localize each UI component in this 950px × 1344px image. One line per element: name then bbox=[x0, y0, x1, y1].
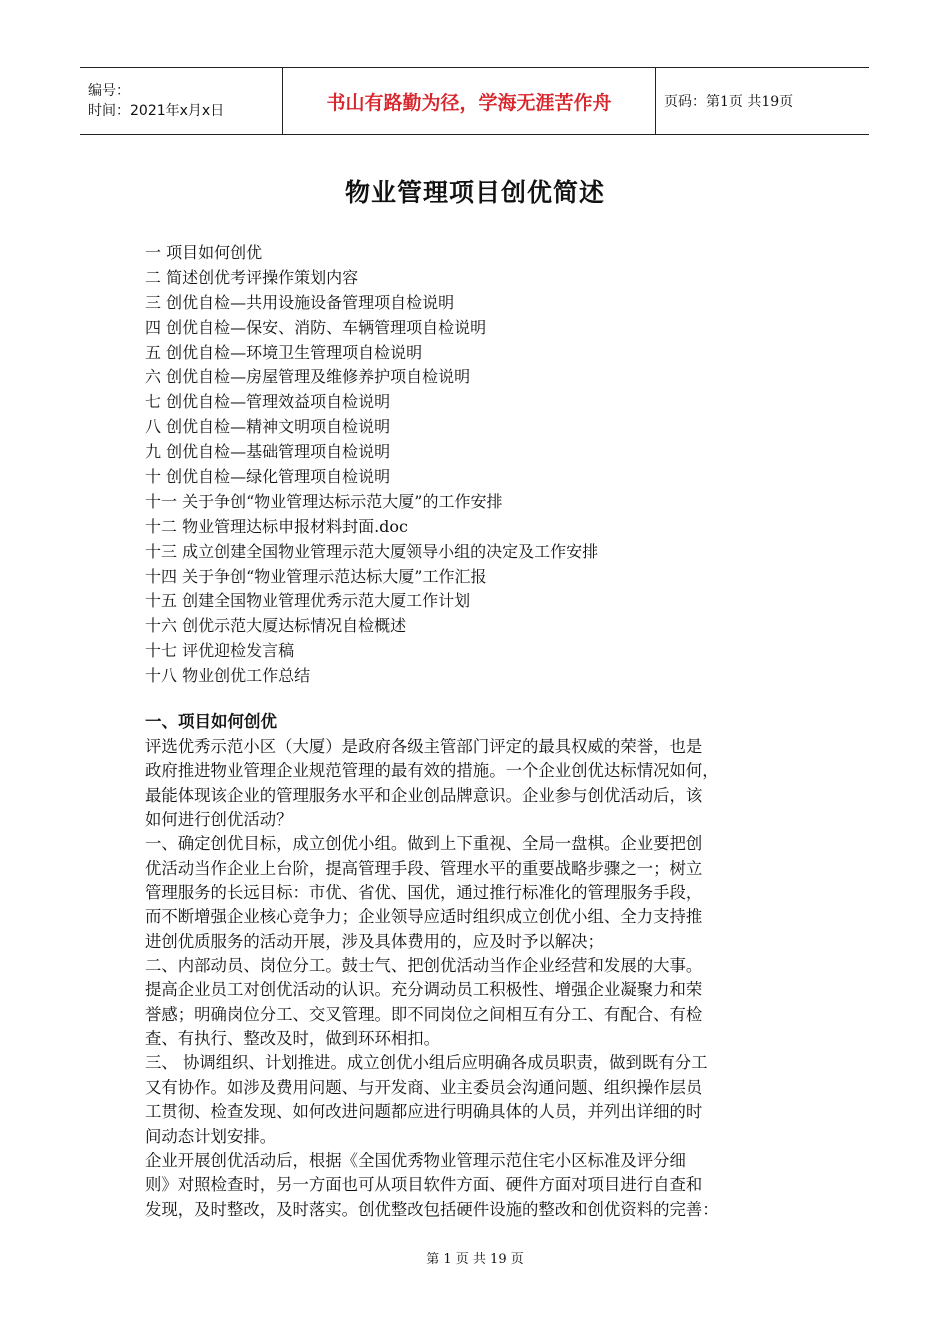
paragraph-line: 政府推进物业管理企业规范管理的最有效的措施。一个企业创优达标情况如何， bbox=[145, 761, 719, 781]
time-label: 时间：2021年x月x日 bbox=[88, 103, 225, 119]
section-1-body bbox=[145, 735, 810, 1222]
toc-item: 六 创优自检—房屋管理及维修养护项自检说明 bbox=[145, 367, 471, 387]
toc-item: 十七 评优迎检发言稿 bbox=[145, 641, 295, 661]
toc-item: 九 创优自检—基础管理项自检说明 bbox=[145, 442, 391, 462]
toc-item: 十一 关于争创“物业管理达标示范大厦”的工作安排 bbox=[145, 491, 503, 511]
toc-item: 十四 关于争创“物业管理示范达标大厦”工作汇报 bbox=[145, 566, 487, 586]
number-label: 编号： bbox=[88, 83, 130, 99]
paragraph-line: 进创优质服务的活动开展，涉及具体费用的，应及时予以解决； bbox=[145, 931, 604, 951]
toc-item: 十六 创优示范大厦达标情况自检概述 bbox=[145, 616, 407, 636]
toc-item: 七 创优自检—管理效益项自检说明 bbox=[145, 392, 391, 412]
paragraph-line: 二、内部动员、岗位分工。鼓士气、把创优活动当作企业经营和发展的大事。 bbox=[145, 956, 703, 976]
paragraph-line: 则》对照检查时，另一方面也可从项目软件方面、硬件方面对项目进行自查和 bbox=[145, 1175, 703, 1195]
paragraph-line: 提高企业员工对创优活动的认识。充分调动员工积极性、增强企业凝聚力和荣 bbox=[145, 980, 703, 1000]
toc-item: 八 创优自检—精神文明项自检说明 bbox=[145, 417, 391, 437]
header-motto: 书山有路勤为径，学海无涯苦作舟 bbox=[282, 68, 656, 134]
paragraph-line: 发现，及时整改，及时落实。创优整改包括硬件设施的整改和创优资料的完善： bbox=[145, 1199, 719, 1219]
paragraph-line: 工贯彻、检查发现、如何改进问题都应进行明确具体的人员，并列出详细的时 bbox=[145, 1102, 703, 1122]
toc-item: 十 创优自检—绿化管理项自检说明 bbox=[145, 467, 391, 487]
page-footer: 第 1 页 共 19 页 bbox=[426, 1252, 524, 1267]
paragraph-line: 评选优秀示范小区（大厦）是政府各级主管部门评定的最具权威的荣誉，也是 bbox=[145, 737, 703, 756]
paragraph-line: 三、 协调组织、计划推进。成立创优小组后应明确各成员职责，做到既有分工 bbox=[145, 1053, 708, 1073]
paragraph-line: 企业开展创优活动后，根据《全国优秀物业管理示范住宅小区标准及评分细 bbox=[145, 1150, 686, 1170]
toc-item: 十五 创建全国物业管理优秀示范大厦工作计划 bbox=[145, 591, 471, 611]
toc-item: 十八 物业创优工作总结 bbox=[145, 666, 311, 686]
header-page-info: 页码：第1页 共19页 bbox=[664, 94, 794, 110]
toc-item: 五 创优自检—环境卫生管理项自检说明 bbox=[145, 342, 423, 362]
section-1 bbox=[145, 709, 810, 1222]
toc-item: 十三 成立创建全国物业管理示范大厦领导小组的决定及工作安排 bbox=[145, 541, 599, 561]
document-title: 物业管理项目创优简述 bbox=[344, 178, 605, 207]
paragraph-line: 一、确定创优目标，成立创优小组。做到上下重视、全局一盘棋。企业要把创 bbox=[145, 834, 703, 854]
paragraph-line: 最能体现该企业的管理服务水平和企业创品牌意识。企业参与创优活动后，该 bbox=[145, 785, 703, 805]
toc-item: 三 创优自检—共用设施设备管理项自检说明 bbox=[145, 292, 455, 312]
toc-item: 二 简述创优考评操作策划内容 bbox=[145, 267, 359, 287]
toc-item: 四 创优自检—保安、消防、车辆管理项自检说明 bbox=[145, 317, 487, 337]
paragraph-line: 间动态计划安排。 bbox=[145, 1126, 277, 1146]
header-meta bbox=[80, 68, 282, 134]
paragraph-line: 优活动当作企业上台阶，提高管理手段、管理水平的重要战略步骤之一；树立 bbox=[145, 858, 703, 878]
paragraph-line: 而不断增强企业核心竞争力；企业领导应适时组织成立创优小组、全力支持推 bbox=[145, 907, 703, 927]
header-table bbox=[80, 67, 869, 135]
paragraph-line: 如何进行创优活动？ bbox=[145, 810, 293, 830]
table-of-contents bbox=[145, 241, 825, 689]
paragraph-line: 又有协作。如涉及费用问题、与开发商、业主委员会沟通问题、组织操作层员 bbox=[145, 1077, 703, 1097]
toc-item: 一 项目如何创优 bbox=[145, 243, 263, 262]
paragraph-line: 管理服务的长远目标：市优、省优、国优，通过推行标准化的管理服务手段， bbox=[145, 883, 703, 903]
paragraph-line: 誉感；明确岗位分工、交叉管理。即不同岗位之间相互有分工、有配合、有检 bbox=[145, 1004, 703, 1024]
section-heading: 一、项目如何创优 bbox=[145, 712, 277, 731]
paragraph-line: 查、有执行、整改及时，做到环环相扣。 bbox=[145, 1029, 441, 1049]
toc-item: 十二 物业管理达标申报材料封面.doc bbox=[145, 516, 409, 536]
